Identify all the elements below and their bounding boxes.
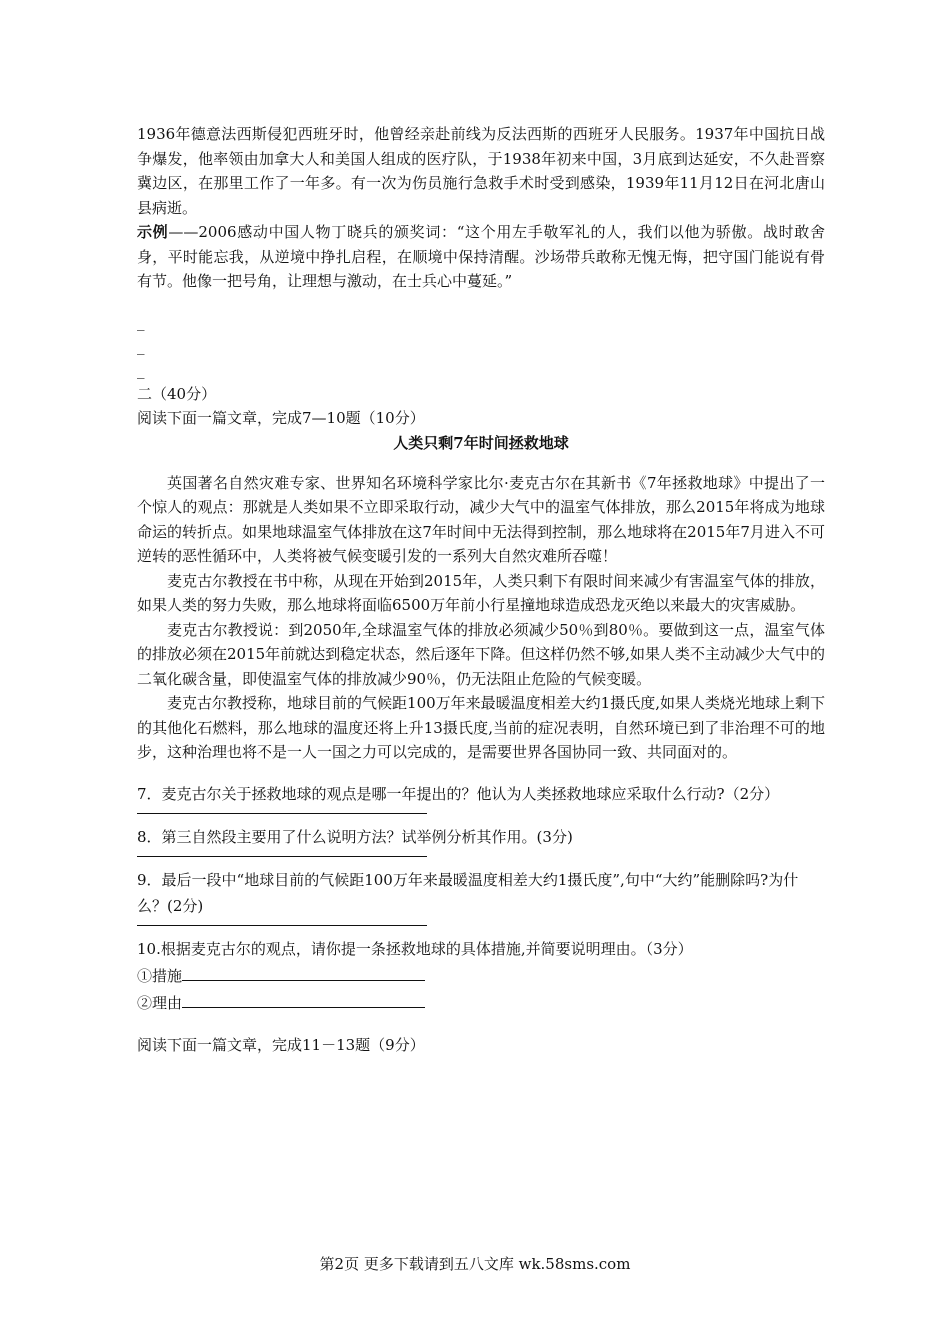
blank-dash: _ [137,360,145,379]
answer-line-8[interactable] [137,856,427,857]
example-paragraph [137,220,825,294]
q10-reason-label: ②理由 [137,993,183,1012]
reading-instruction-2: 阅读下面一篇文章，完成11－13题（9分） [137,1035,425,1054]
article-title: 人类只剩7年时间拯救地球 [393,433,569,452]
document-body [137,122,825,1058]
answer-line-9[interactable] [137,925,427,926]
answer-line-7[interactable] [137,813,427,814]
reading-instruction: 阅读下面一篇文章，完成7—10题（10分） [137,409,425,427]
article-paragraph: 麦克古尔教授称，地球目前的气候距100万年来最暖温度相差大约1摄氏度,如果人类烧光地球上剩下的其他化石燃料，那么地球的温度还将上升13摄氏度,当前的症况表明，自然环境已到了非治理不可的地步，这种治理也将不是一人一国之力可以完成的，是需要世界各国协同一致、共同面对的。 [137,694,825,761]
question-8: 8．第三自然段主要用了什么说明方法？试举例分析其作用。(3分) [137,827,573,846]
intro-paragraph: 1936年德意法西斯侵犯西班牙时，他曾经亲赴前线为反法西斯的西班牙人民服务。1937年中国抗日战争爆发，他率领由加拿大人和美国人组成的医疗队，于1938年初来中国，3月底到达延安，不久赴晋察冀边区，在那里工作了一年多。有一次为伤员施行急救手术时受到感染，1939年11月12日在河北唐山县病逝。 [137,125,825,217]
article-paragraph: 英国著名自然灾难专家、世界知名环境科学家比尔·麦克古尔在其新书《7年拯救地球》中提出了一个惊人的观点：那就是人类如果不立即采取行动，减少大气中的温室气体排放，那么2015年将成为地球命运的转折点。如果地球温室气体排放在这7年时间中无法得到控制，那么地球将在2015年7月进入不可逆转的恶性循环中，人类将被气候变暖引发的一系列大自然灾难所吞噬！ [137,473,825,565]
q10-reason [137,989,825,1016]
question-7: 7．麦克古尔关于拯救地球的观点是哪一年提出的？他认为人类拯救地球应采取什么行动?（2分） [137,784,780,803]
question-9: 9．最后一段中“地球目前的气候距100万年来最暖温度相差大约1摄氏度”,句中“大约”能删除吗?为什么？(2分) [137,870,799,915]
blank-dash: _ [137,336,145,355]
article-paragraph: 麦克古尔教授说：到2050年,全球温室气体的排放必须减少50％到80％。要做到这一点，温室气体的排放必须在2015年前就达到稳定状态，然后逐年下降。但这样仍然不够,如果人类不主动减少大气中的二氧化碳含量，即使温室气体的排放减少90％，仍无法阻止危险的气候变暖。 [137,620,825,688]
q10-measure-blank[interactable] [182,962,425,981]
section-heading: 二（40分） [137,384,217,403]
example-label: 示例 [137,223,169,241]
question-10: 10.根据麦克古尔的观点，请你提一条拯救地球的具体措施,并简要说明理由。（3分） [137,939,693,958]
q10-measure [137,962,825,989]
q10-measure-label: ①措施 [137,966,183,985]
example-text: ——2006感动中国人物丁晓兵的颁奖词：“这个用左手敬军礼的人，我们以他为骄傲。战时敢舍身，平时能忘我，从逆境中挣扎启程，在顺境中保持清醒。沙场带兵敢称无愧无悔，把守国门能说有骨有节。他像一把号角，让理想与激动，在士兵心中蔓延。” [137,223,825,290]
page-footer: 第2页 更多下载请到五八文库 wk.58sms.com [319,1255,631,1273]
q10-reason-blank[interactable] [182,989,425,1008]
article-paragraph: 麦克古尔教授在书中称，从现在开始到2015年，人类只剩下有限时间来减少有害温室气体的排放，如果人类的努力失败，那么地球将面临6500万年前小行星撞地球造成恐龙灭绝以来最大的灾害威胁。 [137,571,825,614]
blank-dash: _ [137,312,145,331]
